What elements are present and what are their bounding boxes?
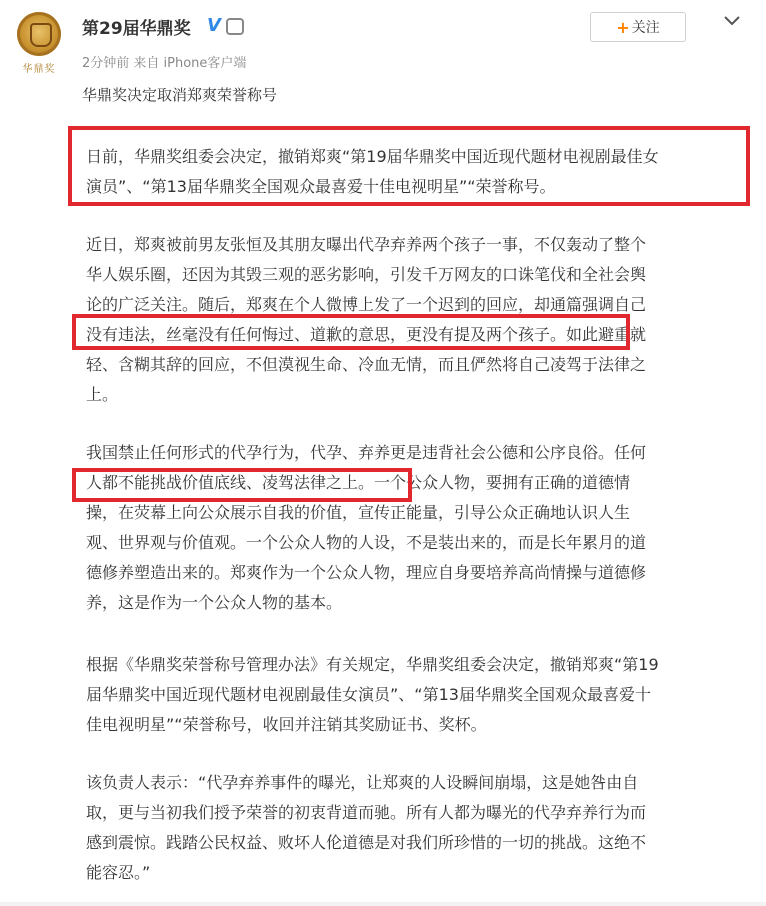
follow-button[interactable] [590, 12, 686, 42]
paragraph-4 [86, 650, 746, 740]
divider [0, 902, 766, 906]
paragraph-line: 我国禁止任何形式的代孕行为，代孕、弃养更是违背社会公德和公序良俗。任何 [86, 443, 647, 462]
paragraph-line: 论的广泛关注。随后，郑爽在个人微博上发了一个迟到的回应，却通篇强调自己 [86, 295, 647, 314]
paragraph-line: 日前，华鼎奖组委会决定，撤销郑爽“第19届华鼎奖中国近现代题材电视剧最佳女 [86, 147, 659, 166]
highlight-box-3 [72, 468, 412, 502]
plus-icon: + [616, 17, 630, 37]
paragraph-3 [86, 438, 746, 618]
paragraph-line: 演员”、“第13届华鼎奖全国观众最喜爱十佳电视明星”“荣誉称号。 [86, 177, 556, 196]
paragraph-line: 操，在荧幕上向公众展示自我的价值，宣传正能量，引导公众正确地认识人生 [86, 503, 631, 522]
paragraph-5 [86, 768, 746, 888]
verified-icon: V [207, 15, 221, 36]
paragraph-line: 取，更与当初我们授予荣誉的初衷背道而驰。所有人都为曝光的代孕弃养行为而 [86, 803, 647, 822]
avatar-caption: 华鼎奖 [22, 64, 56, 75]
paragraph-line: 上。 [86, 385, 119, 404]
paragraph-line: 届华鼎奖中国近现代题材电视剧最佳女演员”、“第13届华鼎奖全国观众最喜爱十 [86, 685, 651, 704]
chevron-down-icon[interactable] [722, 12, 742, 30]
highlight-box-1 [68, 126, 750, 206]
highlight-box-2 [72, 314, 630, 350]
paragraph-line: 华人娱乐圈，还因为其毁三观的恶劣影响，引发千万网友的口诛笔伐和全社会舆 [86, 265, 647, 284]
avatar[interactable] [14, 12, 64, 74]
paragraph-line: 没有违法，丝毫没有任何悔过、道歉的意思，更没有提及两个孩子。如此避重就 [86, 325, 647, 344]
paragraph-line: 人都不能挑战价值底线、凌驾法律之上。一个公众人物，要拥有正确的道德情 [86, 473, 631, 492]
follow-label: 关注 [631, 20, 660, 36]
paragraph-line: 养，这是作为一个公众人物的基本。 [86, 593, 343, 612]
paragraph-line: 根据《华鼎奖荣誉称号管理办法》有关规定，华鼎奖组委会决定，撤销郑爽“第19 [86, 655, 659, 674]
member-badge-icon [226, 18, 244, 35]
post-meta: 2分钟前 来自 iPhone客户端 [82, 56, 247, 71]
account-name[interactable]: 第29届华鼎奖 [82, 19, 191, 39]
paragraph-line: 观、世界观与价值观。一个公众人物的人设，不是装出来的，而是长年累月的道 [86, 533, 647, 552]
paragraph-line: 近日，郑爽被前男友张恒及其朋友曝出代孕弃养两个孩子一事，不仅轰动了整个 [86, 235, 647, 254]
paragraph-line: 轻、含糊其辞的回应，不但漠视生命、冷血无情，而且俨然将自己凌驾于法律之 [86, 355, 647, 374]
paragraph-line: 德修养塑造出来的。郑爽作为一个公众人物，理应自身要培养高尚情操与道德修 [86, 563, 647, 582]
post-summary: 华鼎奖决定取消郑爽荣誉称号 [82, 86, 278, 104]
paragraph-line: 感到震惊。践踏公民权益、败坏人伦道德是对我们所珍惜的一切的挑战。这绝不 [86, 833, 647, 852]
paragraph-line: 该负责人表示：“代孕弃养事件的曝光，让郑爽的人设瞬间崩塌，这是她咎由自 [86, 773, 639, 792]
award-logo-icon [17, 12, 61, 56]
paragraph-line: 能容忍。” [86, 863, 151, 882]
paragraph-line: 佳电视明星”“荣誉称号，收回并注销其奖励证书、奖杯。 [86, 715, 487, 734]
